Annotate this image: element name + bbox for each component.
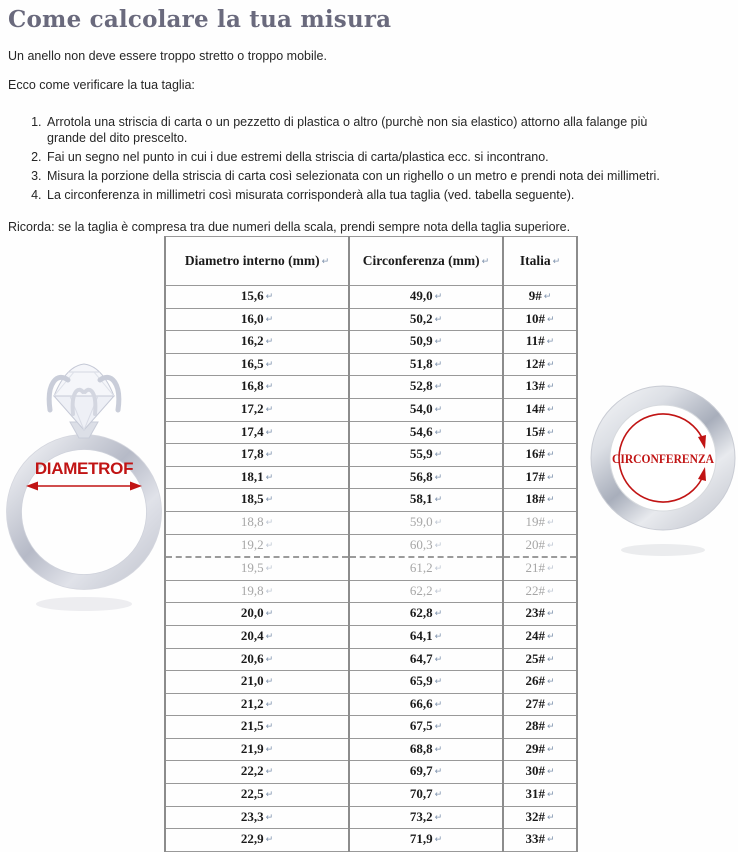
- italia-cell: 24# ↵: [503, 625, 577, 648]
- table-row: [165, 534, 577, 557]
- page-title: Come calcolare la tua misura: [8, 6, 392, 33]
- cell-return-mark: ↵: [434, 450, 443, 461]
- diametro-cell: 20,4 ↵: [165, 625, 349, 648]
- diametro-cell: 20,6 ↵: [165, 648, 349, 671]
- table-row: [165, 398, 577, 421]
- reminder-note: Ricorda: se la taglia è compresa tra due numeri della scala, prendi sempre nota della taglia superiore.: [8, 220, 571, 234]
- diameter-arrow-icon: [26, 482, 142, 491]
- italia-cell: 31# ↵: [503, 784, 577, 807]
- circonferenza-cell: 50,9 ↵: [349, 331, 503, 354]
- cell-return-mark: ↵: [546, 654, 555, 665]
- cell-return-mark: ↵: [434, 382, 443, 393]
- table-row: [165, 738, 577, 761]
- diametro-cell: 16,5 ↵: [165, 353, 349, 376]
- size-table-body: [165, 286, 577, 852]
- cell-return-mark: ↵: [434, 427, 443, 438]
- cell-return-mark: ↵: [546, 450, 555, 461]
- italia-cell: 22# ↵: [503, 580, 577, 603]
- italia-cell: 10# ↵: [503, 308, 577, 331]
- diametro-cell: 22,2 ↵: [165, 761, 349, 784]
- cell-return-mark: ↵: [546, 699, 555, 710]
- cell-return-mark: ↵: [546, 835, 555, 846]
- cell-return-mark: ↵: [265, 292, 274, 302]
- table-row: [165, 716, 577, 739]
- circonferenza-cell: 55,9 ↵: [349, 444, 503, 467]
- circonferenza-cell: 52,8 ↵: [349, 376, 503, 399]
- table-row: [165, 829, 577, 852]
- italia-cell: 33# ↵: [503, 829, 577, 852]
- intro-line-2: Ecco come verificare la tua taglia:: [8, 78, 195, 92]
- diametro-cell: 19,2 ↵: [165, 534, 349, 557]
- italia-cell: 16# ↵: [503, 444, 577, 467]
- cell-return-mark: ↵: [434, 517, 443, 528]
- circonferenza-cell: 66,6 ↵: [349, 693, 503, 716]
- cell-return-mark: ↵: [546, 812, 555, 823]
- cell-return-mark: ↵: [265, 517, 274, 528]
- header-italia: Italia ↵: [503, 237, 577, 286]
- cell-return-mark: ↵: [434, 812, 443, 823]
- circonferenza-cell: 49,0 ↵: [349, 286, 503, 309]
- circonferenza-cell: 65,9 ↵: [349, 671, 503, 694]
- instruction-steps: [0, 114, 738, 203]
- circonferenza-cell: 58,1 ↵: [349, 489, 503, 512]
- italia-cell: 27# ↵: [503, 693, 577, 716]
- circonferenza-cell: 54,6 ↵: [349, 421, 503, 444]
- cell-return-mark: ↵: [265, 767, 274, 778]
- circonferenza-cell: 64,1 ↵: [349, 625, 503, 648]
- cell-return-mark: ↵: [546, 540, 555, 551]
- header-diametro: Diametro interno (mm) ↵: [165, 237, 349, 286]
- circonferenza-cell: 68,8 ↵: [349, 738, 503, 761]
- diamond-icon: [49, 364, 119, 430]
- cell-return-mark: ↵: [552, 257, 561, 267]
- cell-return-mark: ↵: [543, 292, 552, 302]
- circonferenza-label: CIRCONFERENZA: [612, 451, 715, 466]
- italia-cell: 13# ↵: [503, 376, 577, 399]
- cell-return-mark: ↵: [546, 790, 555, 801]
- cell-return-mark: ↵: [546, 722, 555, 733]
- cell-return-mark: ↵: [265, 722, 274, 733]
- cell-return-mark: ↵: [546, 586, 555, 597]
- step-item: 4. La circonferenza in millimetri così misurata corrisponderà alla tua taglia (ved. tabella seguente).: [45, 187, 665, 203]
- circonferenza-cell: 54,0 ↵: [349, 398, 503, 421]
- diametro-cell: 16,2 ↵: [165, 331, 349, 354]
- cell-return-mark: ↵: [434, 767, 443, 778]
- table-row: [165, 353, 577, 376]
- circonferenza-cell: 60,3 ↵: [349, 534, 503, 557]
- circonferenza-cell: 64,7 ↵: [349, 648, 503, 671]
- cell-return-mark: ↵: [546, 359, 555, 370]
- diametro-cell: 15,6 ↵: [165, 286, 349, 309]
- cell-return-mark: ↵: [265, 337, 274, 348]
- cell-return-mark: ↵: [434, 609, 443, 620]
- ring-shadow: [36, 597, 132, 611]
- table-row: [165, 489, 577, 512]
- italia-cell: 9# ↵: [503, 286, 577, 309]
- diametro-cell: 17,4 ↵: [165, 421, 349, 444]
- italia-cell: 20# ↵: [503, 534, 577, 557]
- diametro-cell: 22,9 ↵: [165, 829, 349, 852]
- italia-cell: 32# ↵: [503, 806, 577, 829]
- diametro-label: DIAMETROF: [34, 459, 134, 478]
- italia-cell: 19# ↵: [503, 511, 577, 534]
- table-row: [165, 466, 577, 489]
- cell-return-mark: ↵: [546, 609, 555, 620]
- italia-cell: 11# ↵: [503, 331, 577, 354]
- cell-return-mark: ↵: [434, 586, 443, 597]
- italia-cell: 18# ↵: [503, 489, 577, 512]
- cell-return-mark: ↵: [265, 586, 274, 597]
- step-item: 3. Misura la porzione della striscia di carta così selezionata con un righello o un metro e prendi nota dei millimetri.: [45, 168, 665, 184]
- diametro-cell: 19,5 ↵: [165, 557, 349, 580]
- table-row: [165, 693, 577, 716]
- step-item: 1. Arrotola una striscia di carta o un pezzetto di plastica o altro (purchè non sia elastico) attorno alla falange più grande del dito prescelto.: [45, 114, 665, 146]
- italia-cell: 26# ↵: [503, 671, 577, 694]
- circonferenza-cell: 70,7 ↵: [349, 784, 503, 807]
- italia-cell: 14# ↵: [503, 398, 577, 421]
- cell-return-mark: ↵: [265, 472, 274, 483]
- cell-return-mark: ↵: [481, 257, 490, 267]
- cell-return-mark: ↵: [546, 517, 555, 528]
- cell-return-mark: ↵: [265, 835, 274, 846]
- italia-cell: 25# ↵: [503, 648, 577, 671]
- cell-return-mark: ↵: [265, 382, 274, 393]
- diametro-cell: 21,5 ↵: [165, 716, 349, 739]
- diametro-cell: 21,0 ↵: [165, 671, 349, 694]
- cell-return-mark: ↵: [265, 540, 274, 551]
- cell-return-mark: ↵: [434, 292, 443, 302]
- ring-front-view-image: [588, 372, 738, 560]
- circonferenza-cell: 59,0 ↵: [349, 511, 503, 534]
- table-row: [165, 761, 577, 784]
- circonferenza-cell: 62,8 ↵: [349, 603, 503, 626]
- cell-return-mark: ↵: [546, 631, 555, 642]
- cell-return-mark: ↵: [546, 564, 555, 575]
- cell-return-mark: ↵: [434, 314, 443, 325]
- italia-cell: 29# ↵: [503, 738, 577, 761]
- ring-side-view-image: [4, 352, 162, 632]
- cell-return-mark: ↵: [265, 314, 274, 325]
- cell-return-mark: ↵: [321, 257, 330, 267]
- diametro-cell: 17,8 ↵: [165, 444, 349, 467]
- diametro-cell: 22,5 ↵: [165, 784, 349, 807]
- cell-return-mark: ↵: [546, 382, 555, 393]
- cell-return-mark: ↵: [265, 495, 274, 506]
- diametro-cell: 18,8 ↵: [165, 511, 349, 534]
- cell-return-mark: ↵: [265, 654, 274, 665]
- intro-line-1: Un anello non deve essere troppo stretto o troppo mobile.: [8, 49, 327, 63]
- circonferenza-cell: 67,5 ↵: [349, 716, 503, 739]
- table-row: [165, 580, 577, 603]
- diametro-cell: 18,5 ↵: [165, 489, 349, 512]
- cell-return-mark: ↵: [546, 744, 555, 755]
- cell-return-mark: ↵: [265, 699, 274, 710]
- cell-return-mark: ↵: [265, 427, 274, 438]
- cell-return-mark: ↵: [546, 427, 555, 438]
- circonferenza-cell: 50,2 ↵: [349, 308, 503, 331]
- cell-return-mark: ↵: [265, 404, 274, 415]
- cell-return-mark: ↵: [265, 609, 274, 620]
- circonferenza-cell: 61,2 ↵: [349, 557, 503, 580]
- circonferenza-cell: 73,2 ↵: [349, 806, 503, 829]
- cell-return-mark: ↵: [546, 495, 555, 506]
- cell-return-mark: ↵: [546, 677, 555, 688]
- cell-return-mark: ↵: [434, 677, 443, 688]
- table-row: [165, 648, 577, 671]
- cell-return-mark: ↵: [434, 404, 443, 415]
- table-row: [165, 557, 577, 580]
- cell-return-mark: ↵: [265, 359, 274, 370]
- cell-return-mark: ↵: [265, 631, 274, 642]
- cell-return-mark: ↵: [434, 654, 443, 665]
- ring-shadow: [621, 544, 705, 556]
- table-row: [165, 603, 577, 626]
- circonferenza-cell: 51,8 ↵: [349, 353, 503, 376]
- diametro-cell: 16,8 ↵: [165, 376, 349, 399]
- diametro-cell: 21,9 ↵: [165, 738, 349, 761]
- cell-return-mark: ↵: [434, 699, 443, 710]
- cell-return-mark: ↵: [265, 450, 274, 461]
- circonferenza-cell: 71,9 ↵: [349, 829, 503, 852]
- italia-cell: 17# ↵: [503, 466, 577, 489]
- table-row: [165, 421, 577, 444]
- cell-return-mark: ↵: [434, 564, 443, 575]
- table-row: [165, 444, 577, 467]
- circonferenza-cell: 62,2 ↵: [349, 580, 503, 603]
- italia-cell: 21# ↵: [503, 557, 577, 580]
- table-row: [165, 784, 577, 807]
- table-row: [165, 286, 577, 309]
- italia-cell: 15# ↵: [503, 421, 577, 444]
- cell-return-mark: ↵: [434, 337, 443, 348]
- cell-return-mark: ↵: [434, 722, 443, 733]
- table-row: [165, 511, 577, 534]
- cell-return-mark: ↵: [434, 472, 443, 483]
- table-row: [165, 308, 577, 331]
- table-row: [165, 625, 577, 648]
- cell-return-mark: ↵: [265, 564, 274, 575]
- diametro-cell: 23,3 ↵: [165, 806, 349, 829]
- cell-return-mark: ↵: [434, 744, 443, 755]
- diametro-cell: 20,0 ↵: [165, 603, 349, 626]
- cell-return-mark: ↵: [265, 812, 274, 823]
- italia-cell: 23# ↵: [503, 603, 577, 626]
- cell-return-mark: ↵: [434, 495, 443, 506]
- diametro-cell: 19,8 ↵: [165, 580, 349, 603]
- cell-return-mark: ↵: [546, 472, 555, 483]
- table-row: [165, 671, 577, 694]
- header-circonferenza: Circonferenza (mm) ↵: [349, 237, 503, 286]
- size-table: [164, 236, 578, 852]
- table-row: [165, 806, 577, 829]
- step-item: 2. Fai un segno nel punto in cui i due estremi della striscia di carta/plastica ecc. si incontrano.: [45, 149, 665, 165]
- diametro-cell: 21,2 ↵: [165, 693, 349, 716]
- circonferenza-cell: 56,8 ↵: [349, 466, 503, 489]
- cell-return-mark: ↵: [434, 540, 443, 551]
- diametro-cell: 18,1 ↵: [165, 466, 349, 489]
- diametro-cell: 16,0 ↵: [165, 308, 349, 331]
- cell-return-mark: ↵: [546, 767, 555, 778]
- cell-return-mark: ↵: [434, 835, 443, 846]
- italia-cell: 12# ↵: [503, 353, 577, 376]
- figure-area: [0, 234, 738, 845]
- cell-return-mark: ↵: [265, 677, 274, 688]
- cell-return-mark: ↵: [434, 790, 443, 801]
- cell-return-mark: ↵: [546, 337, 555, 348]
- italia-cell: 28# ↵: [503, 716, 577, 739]
- circonferenza-cell: 69,7 ↵: [349, 761, 503, 784]
- cell-return-mark: ↵: [546, 314, 555, 325]
- italia-cell: 30# ↵: [503, 761, 577, 784]
- cell-return-mark: ↵: [546, 404, 555, 415]
- cell-return-mark: ↵: [434, 359, 443, 370]
- cell-return-mark: ↵: [265, 744, 274, 755]
- diametro-cell: 17,2 ↵: [165, 398, 349, 421]
- table-row: [165, 376, 577, 399]
- table-header-row: [165, 237, 577, 286]
- table-row: [165, 331, 577, 354]
- cell-return-mark: ↵: [265, 790, 274, 801]
- cell-return-mark: ↵: [434, 631, 443, 642]
